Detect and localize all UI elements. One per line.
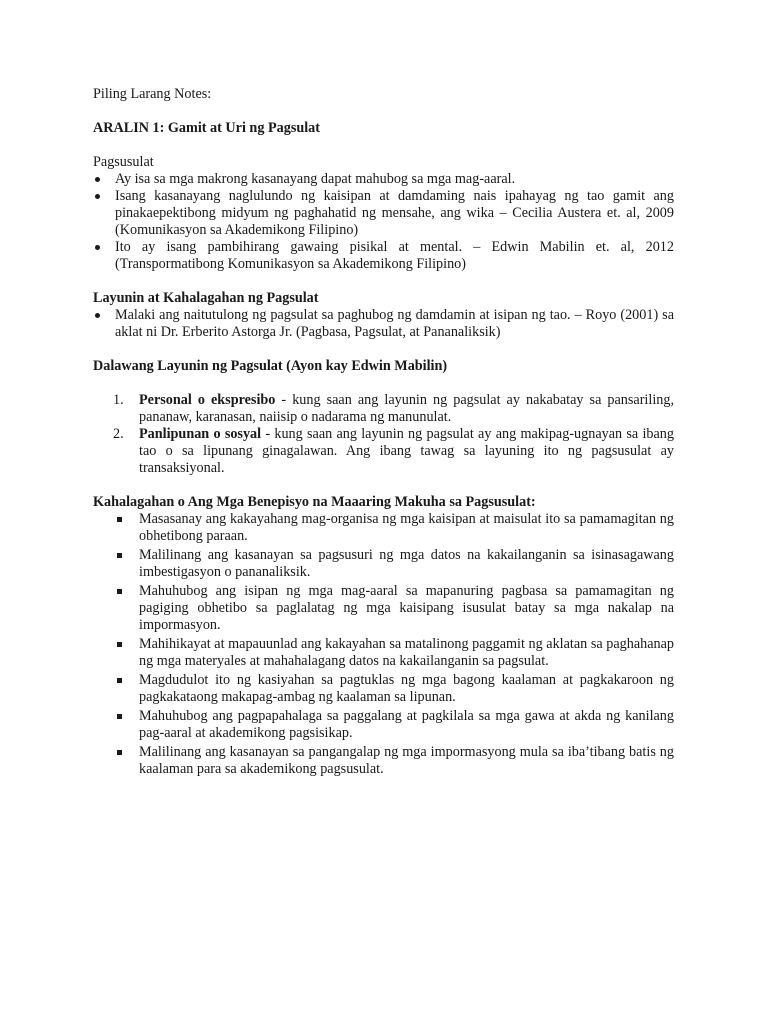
square-bullet-icon (117, 589, 122, 594)
list-item: Mahuhubog ang isipan ng mga mag-aaral sa mapanuring pagbasa sa pamamagitan ng pagiging obhetibo sa paglalatag ng mga kaisipang isusulat batay sa mga nakalap na impormasyon. (115, 583, 674, 634)
list-item: Masasanay ang kakayahang mag-organisa ng mga kaisipan at maisulat ito sa pamamagitan ng obhetibong paraan. (115, 511, 674, 545)
list-item: Mahihikayat at mapauunlad ang kakayahan sa matalinong paggamit ng aklatan sa paghahanap ng mga materyales at mahahalagang datos na kakailanganin sa pagsulat. (115, 636, 674, 670)
layunin-bullet-list (93, 307, 674, 341)
bullet-dot-icon (95, 313, 100, 318)
section-layunin-title: Layunin at Kahalagahan ng Pagsulat (93, 290, 319, 306)
list-number: 2. (113, 426, 124, 442)
list-item: Malilinang ang kasanayan sa pagsusuri ng mga datos na kakailanganin sa isinasagawang imbestigasyon o pananaliksik. (115, 547, 674, 581)
section-kahalagahan-title: Kahalagahan o Ang Mga Benepisyo na Maaaring Makuha sa Pagsusulat: (93, 494, 536, 510)
bullet-dot-icon (95, 245, 100, 250)
notes-heading: Piling Larang Notes: (93, 86, 212, 102)
document-page (93, 86, 674, 780)
kahalagahan-bullet-list (93, 511, 674, 778)
square-bullet-icon (117, 553, 122, 558)
list-item: Magdudulot ito ng kasiyahan sa pagtuklas ng mga bagong kaalaman at pagkakaroon ng pagkakataong makapag-ambag ng kaalaman sa lipunan. (115, 672, 674, 706)
list-item: Mahuhubog ang pagpapahalaga sa paggalang at pagkilala sa mga gawa at akda ng kanilang pag-aaral at akademikong pagsisikap. (115, 708, 674, 742)
lesson-title: ARALIN 1: Gamit at Uri ng Pagsulat (93, 120, 320, 136)
list-number: 1. (113, 392, 124, 408)
bullet-dot-icon (95, 177, 100, 182)
list-item: Ay isa sa mga makrong kasanayang dapat mahubog sa mga mag-aaral. (93, 171, 674, 188)
list-item: Isang kasanayang naglulundo ng kaisipan at damdaming nais ipahayag ng tao gamit ang pinakaepektibong midyum ng paghahatid ng mensahe, ang wika – Cecilia Austera et. al, 2009 (Komunikasyon sa Akademikong Filipino) (93, 188, 674, 239)
list-item: Ito ay isang pambihirang gawaing pisikal at mental. – Edwin Mabilin et. al, 2012 (Transpormatibong Komunikasyon sa Akademikong Filipino) (93, 239, 674, 273)
bullet-dot-icon (95, 194, 100, 199)
list-item: 2. Panlipunan o sosyal - kung saan ang layunin ng pagsulat ay ang makipag-ugnayan sa ibang tao o sa lipunang ginagalawan. Ang ibang tawag sa layuning ito ng pagsusulat ay transaksiyonal. (113, 426, 674, 476)
term-label: Panlipunan o sosyal (139, 426, 262, 442)
list-item: 1. Personal o ekspresibo - kung saan ang layunin ng pagsulat ay nakabatay sa pansariling, pananaw, karanasan, naiisip o nadarama ng manunulat. (113, 392, 674, 425)
square-bullet-icon (117, 750, 122, 755)
layunin-numbered-list (93, 392, 674, 477)
section-pagsusulat-title: Pagsusulat (93, 154, 154, 170)
square-bullet-icon (117, 642, 122, 647)
list-item: Malilinang ang kasanayan sa pangangalap ng mga impormasyong mula sa iba’tibang batis ng kaalaman para sa akademikong pagsusulat. (115, 744, 674, 778)
square-bullet-icon (117, 517, 122, 522)
square-bullet-icon (117, 678, 122, 683)
pagsusulat-bullet-list (93, 171, 674, 273)
section-dalawang-layunin-title: Dalawang Layunin ng Pagsulat (Ayon kay Edwin Mabilin) (93, 358, 448, 374)
list-item: Malaki ang naitutulong ng pagsulat sa paghubog ng damdamin at isipan ng tao. – Royo (2001) sa aklat ni Dr. Erberito Astorga Jr. (Pagbasa, Pagsulat, at Pananaliksik) (93, 307, 674, 341)
square-bullet-icon (117, 714, 122, 719)
term-label: Personal o ekspresibo (139, 392, 276, 408)
